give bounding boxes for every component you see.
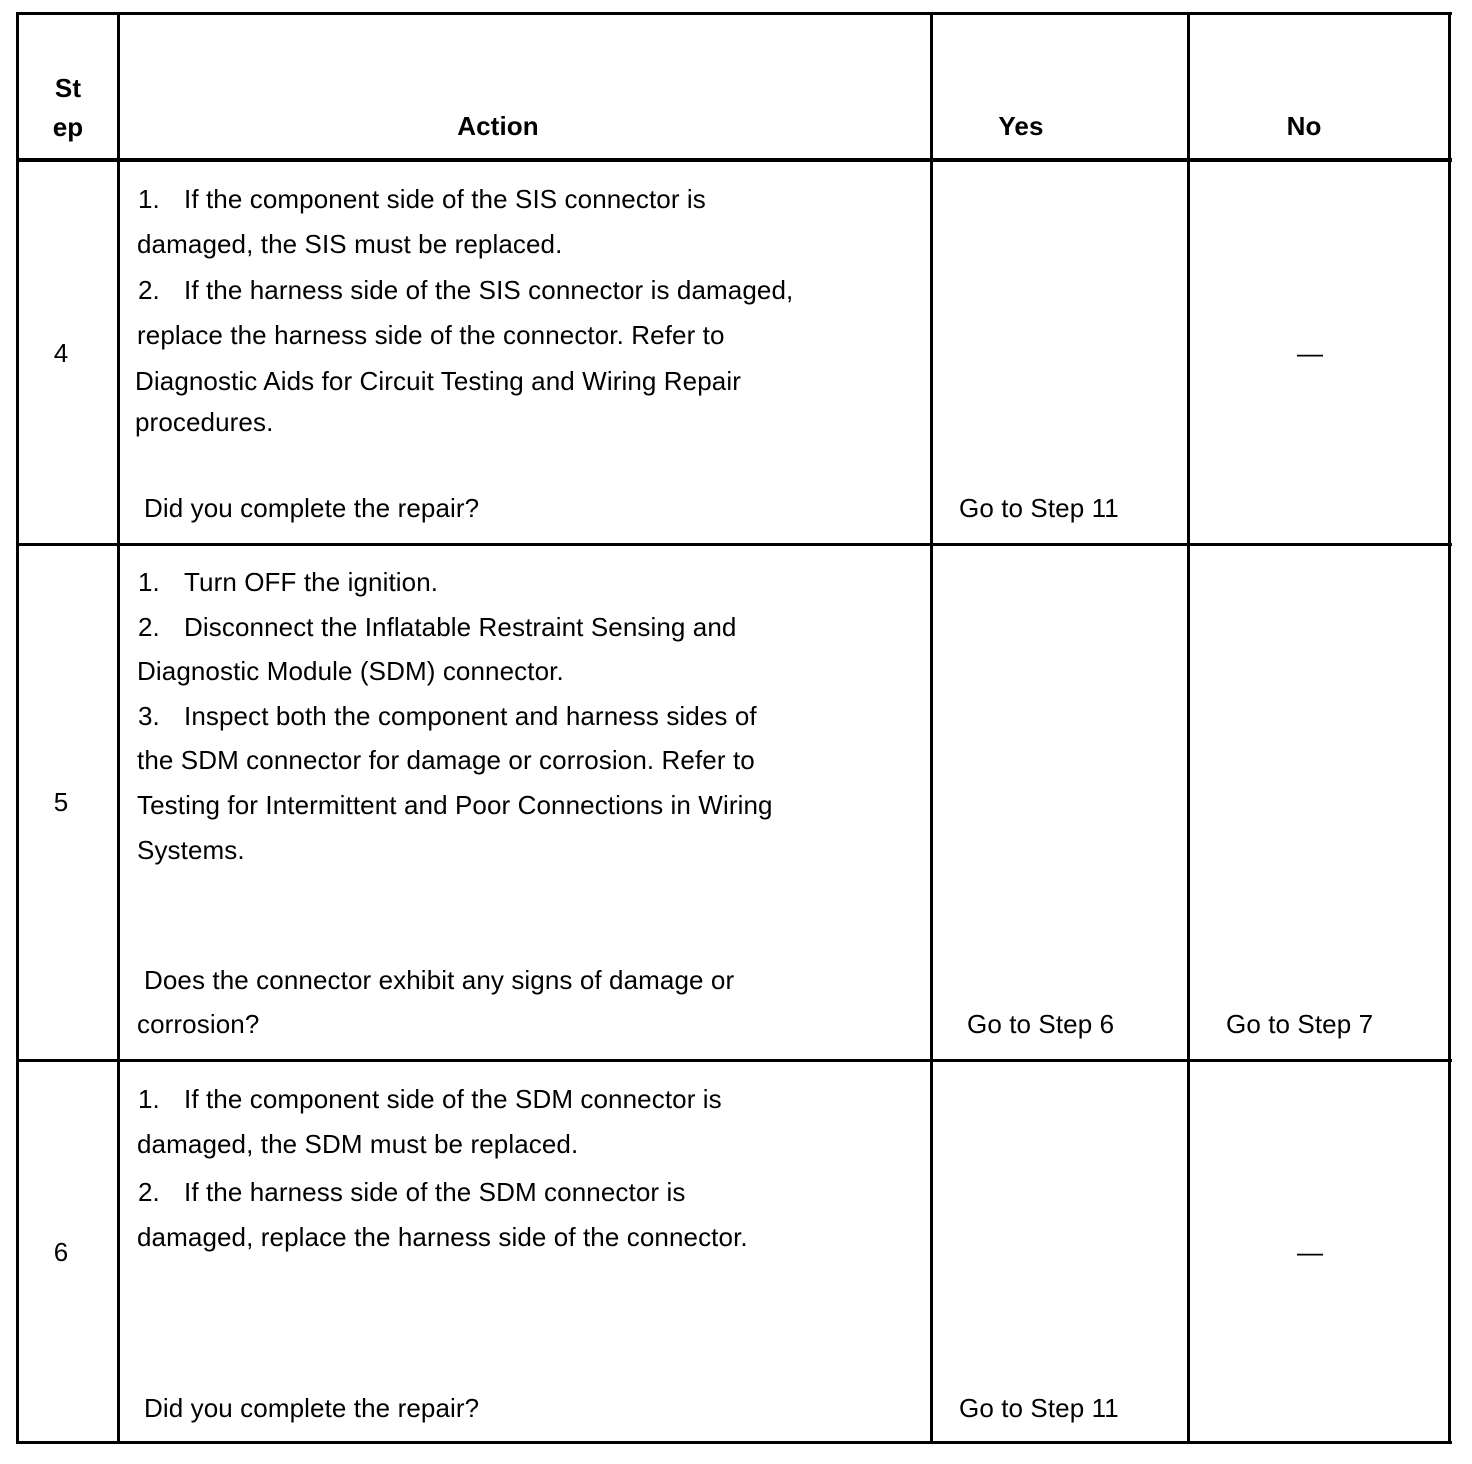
- action-line: the SDM connector for damage or corrosion. Refer to: [137, 745, 755, 775]
- row-divider: [16, 543, 1452, 546]
- header-divider: [16, 158, 1452, 162]
- table-border-top: [16, 12, 1452, 15]
- yes-result: Go to Step 11: [959, 1393, 1119, 1423]
- action-line: damaged, the SDM must be replaced.: [137, 1129, 579, 1159]
- table-border-right: [1448, 12, 1451, 1444]
- list-number: 2.: [138, 1177, 160, 1207]
- yes-result: Go to Step 6: [967, 1009, 1115, 1039]
- action-text: If the component side of the SDM connector is: [184, 1084, 722, 1114]
- question-line: corrosion?: [137, 1009, 260, 1039]
- table-border-bottom: [16, 1441, 1452, 1444]
- header-action: Action: [457, 111, 539, 141]
- column-divider: [1187, 12, 1190, 1444]
- action-text: If the component side of the SIS connector is: [184, 184, 706, 214]
- action-line: damaged, replace the harness side of the connector.: [137, 1222, 748, 1252]
- action-line: Diagnostic Aids for Circuit Testing and Wiring Repair: [135, 366, 741, 396]
- action-text: Turn OFF the ignition.: [184, 567, 439, 597]
- question: Did you complete the repair?: [144, 493, 480, 523]
- column-divider: [117, 12, 120, 1444]
- header-no: No: [1286, 111, 1322, 141]
- no-result: —: [1296, 338, 1324, 368]
- row-divider: [16, 1059, 1452, 1062]
- action-text: If the harness side of the SIS connector is damaged,: [184, 275, 794, 305]
- action-line: Testing for Intermittent and Poor Connections in Wiring: [137, 790, 773, 820]
- question: Did you complete the repair?: [144, 1393, 480, 1423]
- no-result: Go to Step 7: [1226, 1009, 1374, 1039]
- action-line: [138, 612, 736, 642]
- action-line: [138, 1084, 722, 1114]
- list-number: 2.: [138, 612, 160, 642]
- action-line: [138, 184, 706, 214]
- list-number: 1.: [138, 184, 160, 214]
- action-line: damaged, the SIS must be replaced.: [137, 229, 563, 259]
- action-text: If the harness side of the SDM connector is: [184, 1177, 686, 1207]
- step-number: 5: [53, 787, 69, 817]
- action-line: [138, 1177, 685, 1207]
- list-number: 1.: [138, 1084, 160, 1114]
- list-number: 2.: [138, 275, 160, 305]
- no-result: —: [1296, 1237, 1324, 1267]
- column-divider: [930, 12, 933, 1444]
- table-border-left: [16, 12, 19, 1444]
- action-line: Diagnostic Module (SDM) connector.: [137, 656, 564, 686]
- yes-result: Go to Step 11: [959, 493, 1119, 523]
- step-number: 4: [53, 338, 69, 368]
- action-text: Inspect both the component and harness sides of: [184, 701, 757, 731]
- action-line: replace the harness side of the connector. Refer to: [137, 320, 725, 350]
- action-line: Systems.: [137, 835, 245, 865]
- question-line: Does the connector exhibit any signs of damage or: [144, 965, 735, 995]
- header-step: [19, 73, 117, 142]
- header-yes: Yes: [998, 111, 1044, 141]
- step-number: 6: [53, 1237, 69, 1267]
- action-line: [138, 567, 438, 597]
- action-line: procedures.: [135, 407, 274, 437]
- action-line: [138, 275, 793, 305]
- action-line: [138, 701, 757, 731]
- header-step-line: St: [54, 73, 82, 103]
- list-number: 1.: [138, 567, 160, 597]
- header-step-line: ep: [52, 112, 84, 142]
- list-number: 3.: [138, 701, 160, 731]
- action-text: Disconnect the Inflatable Restraint Sensing and: [184, 612, 737, 642]
